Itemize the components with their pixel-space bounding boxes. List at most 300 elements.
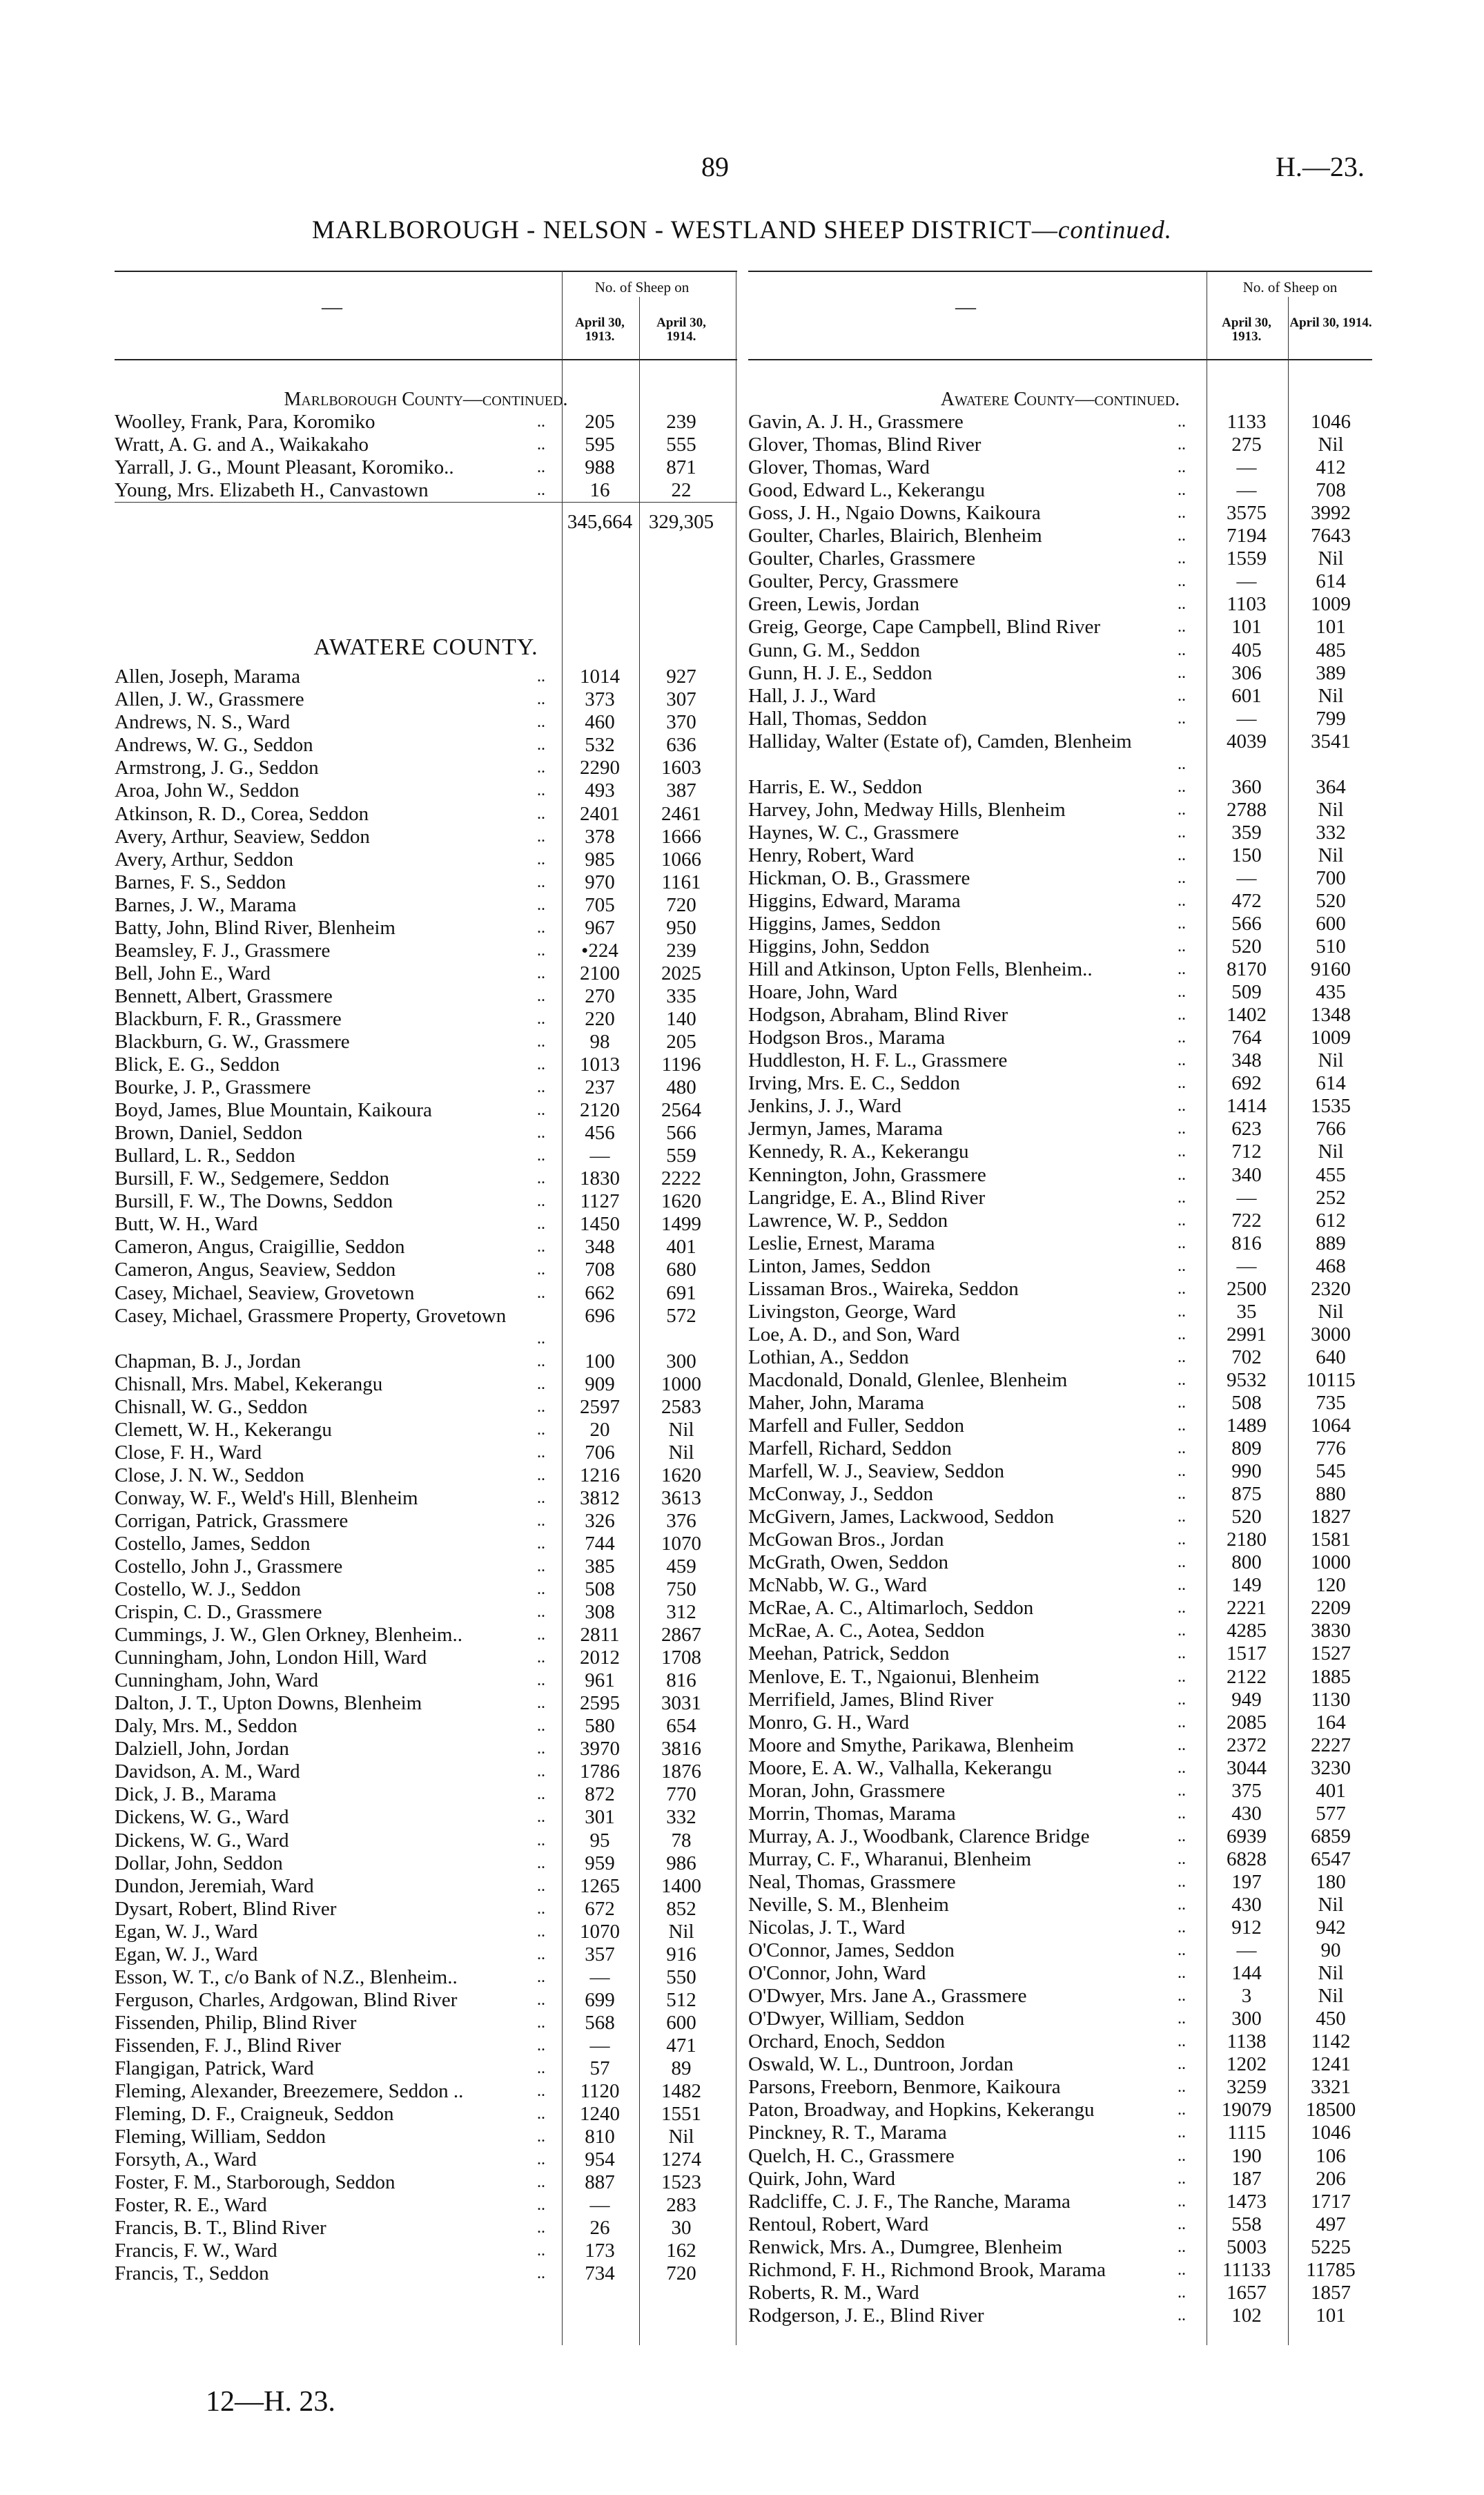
sheep-1913: 300 [1231, 2008, 1262, 2030]
owner-name: Marfell and Fuller, Seddon [748, 1415, 964, 1437]
sheep-1913: 985 [585, 848, 615, 871]
leader-dots: .. [537, 1009, 545, 1028]
sheep-1913: 1473 [1227, 2190, 1267, 2213]
sheep-1913: 3 [1241, 1985, 1252, 2008]
leader-dots: .. [1178, 2146, 1186, 2165]
sheep-1914: 1046 [1311, 411, 1351, 434]
sheep-1914: 10115 [1306, 1368, 1356, 1391]
sheep-1914: 1070 [661, 1532, 701, 1555]
sheep-1914: 497 [1316, 2213, 1346, 2235]
total-1914: 329,305 [648, 511, 714, 534]
sheep-1913: 98 [589, 1030, 610, 1053]
sheep-1913: 662 [585, 1281, 615, 1304]
table-row [748, 1871, 1372, 1894]
sheep-1914: 3230 [1311, 1756, 1351, 1779]
sheep-1914: 283 [666, 2194, 696, 2217]
leader-dots: .. [537, 2128, 545, 2146]
sheep-1913: — [1236, 570, 1257, 593]
owner-name: Lissaman Bros., Waireka, Seddon [748, 1277, 1019, 1300]
sheep-1914: 1046 [1311, 2122, 1351, 2144]
leader-dots: .. [537, 987, 545, 1005]
sheep-1913: •224 [581, 939, 618, 962]
owner-name: Hall, Thomas, Seddon [748, 707, 927, 730]
sheep-1913: 340 [1231, 1163, 1262, 1186]
sheep-1914: 1064 [1311, 1415, 1351, 1437]
table-row [115, 2194, 737, 2217]
sheep-1914: 101 [1316, 616, 1346, 639]
table-row [748, 1825, 1372, 1848]
sheep-1913: — [1236, 1939, 1257, 1962]
sheep-1914: 450 [1316, 2008, 1346, 2030]
sheep-1913: 2100 [580, 962, 620, 984]
owner-name: McNabb, W. G., Ward [748, 1574, 927, 1597]
table-row [115, 848, 737, 871]
owner-name: Chisnall, Mrs. Mabel, Kekerangu [115, 1372, 383, 1395]
owner-name: Wratt, A. G. and A., Waikakaho [115, 434, 369, 456]
sheep-1913: 988 [585, 456, 615, 479]
sheep-1914: 577 [1316, 1802, 1346, 1825]
sheep-1913: 2290 [580, 757, 620, 779]
leader-dots: .. [537, 1466, 545, 1484]
owner-name: Gunn, G. M., Seddon [748, 639, 920, 661]
leader-dots: .. [537, 964, 545, 982]
sheep-1913: 912 [1231, 1916, 1262, 1939]
sheep-1913: 150 [1231, 844, 1262, 866]
sheep-1913: 705 [585, 893, 615, 916]
sheep-1913: 35 [1236, 1300, 1257, 1323]
awatere-rows-right [748, 411, 1372, 2327]
owner-name: McGowan Bros., Jordan [748, 1528, 944, 1551]
leader-dots: .. [1178, 1097, 1186, 1116]
table-row [115, 1145, 737, 1167]
table-row [748, 1597, 1372, 1620]
right-table [748, 271, 1372, 2327]
sheep-1913: 456 [585, 1122, 615, 1145]
table-row [748, 1210, 1372, 1232]
table-row [115, 734, 737, 757]
leader-dots: .. [1178, 2078, 1186, 2097]
sheep-1914: 942 [1316, 1916, 1346, 1939]
leader-dots: .. [1178, 663, 1186, 682]
owner-name: Allen, J. W., Grassmere [115, 688, 304, 711]
owner-name: Huddleston, H. F. L., Grassmere [748, 1049, 1008, 1072]
table-row [115, 2262, 737, 2285]
sheep-1914: 572 [666, 1304, 696, 1327]
leader-dots: .. [1178, 1644, 1186, 1663]
owner-name: O'Dwyer, Mrs. Jane A., Grassmere [748, 1985, 1027, 2008]
owner-name: Quelch, H. C., Grassmere [748, 2144, 955, 2167]
sheep-1914: 545 [1316, 1460, 1346, 1483]
owner-name: Harvey, John, Medway Hills, Blenheim [748, 798, 1066, 821]
owner-name: Jenkins, J. J., Ward [748, 1095, 901, 1118]
owner-name: Close, J. N. W., Seddon [115, 1464, 304, 1486]
sheep-1914: 750 [666, 1578, 696, 1601]
table-row [115, 940, 737, 962]
sheep-1913: 601 [1231, 684, 1262, 707]
leader-dots: .. [537, 1238, 545, 1256]
leader-dots: .. [537, 713, 545, 732]
sheep-1914: 1000 [1311, 1551, 1351, 1574]
sheep-1914: 555 [666, 434, 696, 456]
owner-name: Cameron, Angus, Seaview, Seddon [115, 1259, 396, 1281]
sheep-1914: 510 [1316, 935, 1346, 958]
table-row [748, 2076, 1372, 2099]
sheep-1914: 1499 [661, 1213, 701, 1236]
leader-dots: .. [537, 1488, 545, 1507]
sheep-1914: 1274 [661, 2148, 701, 2171]
owner-name: Costello, James, Seddon [115, 1532, 311, 1555]
sheep-1914: 566 [666, 1122, 696, 1145]
title-suffix: continued. [1057, 216, 1173, 244]
owner-name: Bell, John E., Ward [115, 962, 271, 984]
table-row [748, 456, 1372, 479]
owner-name: Bennett, Albert, Grassmere [115, 984, 333, 1007]
table-row [115, 2171, 737, 2194]
leader-dots: .. [1178, 960, 1186, 979]
sheep-1913: 348 [1231, 1049, 1262, 1072]
sheep-1914: 370 [666, 711, 696, 734]
leader-dots: .. [1178, 1120, 1186, 1138]
sheep-1913: 378 [585, 825, 615, 848]
owner-name: Glover, Thomas, Blind River [748, 434, 982, 456]
table-row [748, 2122, 1372, 2144]
table-row [115, 894, 737, 917]
owner-name: Quirk, John, Ward [748, 2167, 895, 2190]
leader-dots: .. [537, 1032, 545, 1051]
leader-dots: .. [537, 1397, 545, 1416]
leader-dots: .. [1178, 983, 1186, 1002]
sheep-1914: 2461 [661, 802, 701, 825]
sheep-1914: 1708 [661, 1647, 701, 1669]
sheep-1914: 3321 [1311, 2076, 1351, 2099]
owner-name: McRae, A. C., Altimarloch, Seddon [748, 1597, 1034, 1620]
sheep-1913: 1070 [580, 1920, 620, 1943]
sheep-1914: Nil [1318, 1962, 1344, 1985]
leader-dots: .. [537, 1649, 545, 1667]
owner-name: Kennington, John, Grassmere [748, 1163, 986, 1186]
owner-name: Goss, J. H., Ngaio Downs, Kaikoura [748, 502, 1041, 525]
sheep-1913: 3970 [580, 1738, 620, 1760]
sheep-1913: 954 [585, 2148, 615, 2171]
sheep-1913: 4039 [1227, 730, 1267, 753]
leader-dots: .. [1178, 1393, 1186, 1412]
leader-dots: .. [537, 1283, 545, 1302]
sheep-1914: 816 [666, 1669, 696, 1692]
owner-name: Monro, G. H., Ward [748, 1711, 910, 1734]
leader-dots: .. [537, 1375, 545, 1393]
table-row [115, 1464, 737, 1487]
sheep-1914: 401 [1316, 1779, 1346, 1802]
owner-name: Clemett, W. H., Kekerangu [115, 1418, 332, 1441]
sheep-1913: 696 [585, 1304, 615, 1327]
total-row [115, 502, 737, 544]
sheep-1913: 301 [585, 1806, 615, 1829]
table-row [115, 1943, 737, 1966]
leader-dots: .. [537, 1763, 545, 1781]
sheep-1914: 1241 [1311, 2053, 1351, 2076]
table-row [748, 913, 1372, 935]
sheep-1913: 520 [1231, 935, 1262, 958]
table-row [748, 616, 1372, 639]
leader-dots: .. [537, 1078, 545, 1097]
table-row [748, 1620, 1372, 1642]
leader-dots: .. [1178, 1143, 1186, 1161]
owner-name: Maher, John, Marama [748, 1391, 924, 1414]
sheep-1913: 568 [585, 2011, 615, 2034]
leader-dots: .. [1178, 1781, 1186, 1800]
leader-dots: .. [537, 1215, 545, 1234]
table-row [115, 1829, 737, 1852]
sheep-1913: 11133 [1222, 2258, 1271, 2281]
owner-name: Goulter, Percy, Grassmere [748, 570, 959, 593]
sheep-1914: 612 [1316, 1209, 1346, 1232]
table-row [115, 1510, 737, 1533]
leader-dots: .. [1178, 504, 1186, 523]
sheep-1913: 990 [1231, 1460, 1262, 1483]
owner-name: Yarrall, J. G., Mount Pleasant, Koromiko.. [115, 456, 454, 479]
owner-name: Chapman, B. J., Jordan [115, 1350, 301, 1372]
sheep-1914: 916 [666, 1943, 696, 1965]
sheep-1913: 961 [585, 1669, 615, 1692]
owner-name: Livingston, George, Ward [748, 1300, 957, 1323]
owner-name: Barnes, J. W., Marama [115, 893, 297, 916]
sheep-1914: 459 [666, 1555, 696, 1577]
sheep-1913: 1450 [580, 1213, 620, 1236]
sheep-1914: 1620 [661, 1464, 701, 1486]
table-row [115, 1213, 737, 1236]
sheep-1914: 1666 [661, 825, 701, 848]
sheep-1913: 326 [585, 1509, 615, 1532]
owner-name: Higgins, John, Seddon [748, 935, 930, 958]
sheep-1913: 275 [1231, 434, 1262, 456]
owner-name: Blackburn, F. R., Grassmere [115, 1007, 342, 1030]
table-row [748, 1689, 1372, 1711]
table-row [115, 757, 737, 779]
table-row [115, 1099, 737, 1122]
table-row [748, 2168, 1372, 2191]
leader-dots: .. [1178, 1758, 1186, 1777]
sheep-1914: Nil [668, 1418, 694, 1441]
sheep-1913: 3575 [1227, 502, 1267, 525]
leader-dots: .. [537, 1420, 545, 1439]
section-heading: Awatere County—continued. [940, 389, 1180, 410]
sheep-1913: 1202 [1227, 2053, 1267, 2076]
owner-name: Armstrong, J. G., Seddon [115, 757, 319, 779]
leader-dots: .. [1178, 709, 1186, 728]
sheep-1914: 89 [671, 2057, 692, 2079]
sheep-1914: 2320 [1311, 1277, 1351, 1300]
sheep-1913: 1138 [1227, 2030, 1267, 2053]
leader-dots: .. [1178, 1531, 1186, 1549]
leader-dots: .. [1178, 1622, 1186, 1640]
sheep-1913: 872 [585, 1783, 615, 1806]
sheep-1913: 2122 [1227, 1665, 1267, 1688]
leader-dots: .. [537, 413, 545, 431]
leader-dots: .. [537, 1603, 545, 1622]
sheep-1913: 887 [585, 2171, 615, 2194]
leader-dots: .. [1178, 1804, 1186, 1823]
leader-dots: .. [1178, 846, 1186, 864]
owner-name: Esson, W. T., c/o Bank of N.Z., Blenheim.. [115, 1965, 458, 1988]
leader-dots: .. [537, 759, 545, 777]
table-row [748, 593, 1372, 616]
owner-name: Hill and Atkinson, Upton Fells, Blenheim.. [748, 958, 1093, 981]
owner-name: Bullard, L. R., Seddon [115, 1145, 295, 1167]
leader-dots: .. [1178, 1348, 1186, 1366]
sheep-1914: 2222 [661, 1167, 701, 1190]
owner-name: Bursill, F. W., The Downs, Seddon [115, 1190, 393, 1213]
table-row [115, 2240, 737, 2262]
owner-name: Blick, E. G., Seddon [115, 1054, 280, 1076]
leader-dots: .. [537, 827, 545, 846]
sheep-1914: 600 [1316, 912, 1346, 935]
sheep-1914: 206 [1316, 2167, 1346, 2190]
sheep-1914: 950 [666, 916, 696, 939]
owner-name: Green, Lewis, Jordan [748, 593, 920, 616]
owner-name: Dickens, W. G., Ward [115, 1829, 289, 1852]
sheep-1914: 1482 [661, 2080, 701, 2103]
sheep-1913: 566 [1231, 912, 1262, 935]
sheep-1913: 970 [585, 871, 615, 893]
sheep-1914: 640 [1316, 1346, 1346, 1368]
owner-name: Linton, James, Seddon [748, 1254, 931, 1277]
page-number: 89 [701, 151, 729, 182]
sheep-1914: 680 [666, 1259, 696, 1281]
owner-name: Dalziell, John, Jordan [115, 1738, 289, 1760]
owner-name: Roberts, R. M., Ward [748, 2281, 919, 2304]
table-row [115, 1555, 737, 1578]
sheep-1913: 595 [585, 434, 615, 456]
leader-dots: .. [1178, 527, 1186, 545]
owner-name: Andrews, W. G., Seddon [115, 734, 313, 757]
sheep-1913: 2401 [580, 802, 620, 825]
leader-dots: .. [537, 1945, 545, 1963]
sheep-1913: 967 [585, 916, 615, 939]
sheep-1913: 1103 [1227, 593, 1267, 616]
sheep-1913: 706 [585, 1441, 615, 1464]
sheep-1914: 1551 [661, 2103, 701, 2126]
sheep-1914: 6859 [1311, 1825, 1351, 1847]
leader-dots: .. [1178, 1256, 1186, 1275]
leader-dots: .. [1178, 1325, 1186, 1343]
leader-dots: .. [1178, 1690, 1186, 1709]
sheep-1914: 654 [666, 1715, 696, 1738]
leader-dots: .. [1178, 938, 1186, 956]
sheep-1913: 8170 [1227, 958, 1267, 981]
leader-dots: .. [1178, 413, 1186, 431]
leader-dots: .. [537, 1876, 545, 1895]
header-year-1913: April 30, 1913. [575, 315, 625, 344]
leader-dots: .. [1178, 2032, 1186, 2051]
sheep-1914: Nil [1318, 1894, 1344, 1916]
sheep-1914: 252 [1316, 1186, 1346, 1209]
owner-name: McGivern, James, Lackwood, Seddon [748, 1506, 1054, 1528]
leader-dots: .. [537, 2173, 545, 2192]
owner-name: Glover, Thomas, Ward [748, 456, 930, 479]
owner-name: Flangigan, Patrick, Ward [115, 2057, 314, 2079]
leader-dots: .. [537, 1557, 545, 1575]
table-row [748, 2145, 1372, 2168]
sheep-1914: 889 [1316, 1232, 1346, 1254]
sheep-1913: 385 [585, 1555, 615, 1577]
sheep-1914: 3541 [1311, 730, 1351, 753]
leader-dots: .. [537, 1968, 545, 1986]
leader-dots: .. [1178, 891, 1186, 910]
sheep-1913: 5003 [1227, 2235, 1267, 2258]
sheep-1913: 100 [585, 1350, 615, 1372]
sheep-1913: 1013 [580, 1054, 620, 1076]
sheep-1913: 508 [1231, 1391, 1262, 1414]
sheep-1913: 95 [589, 1829, 610, 1852]
sheep-1914: 880 [1316, 1483, 1346, 1506]
table-row [748, 2213, 1372, 2236]
table-row [115, 803, 737, 826]
leader-dots: .. [1178, 1941, 1186, 1960]
sheep-1913: 909 [585, 1372, 615, 1395]
owner-name: Langridge, E. A., Blind River [748, 1186, 986, 1209]
owner-name: Marfell, Richard, Seddon [748, 1437, 952, 1460]
table-row [748, 1642, 1372, 1665]
leader-dots: .. [1178, 2010, 1186, 2028]
owner-name: Higgins, James, Seddon [748, 912, 941, 935]
table-row [748, 1323, 1372, 1346]
sheep-1914: 799 [1316, 707, 1346, 730]
table-row [748, 890, 1372, 913]
sheep-1914: Nil [668, 1441, 694, 1464]
sheep-1913: 2788 [1227, 798, 1267, 821]
owner-name: Renwick, Mrs. A., Dumgree, Blenheim [748, 2235, 1063, 2258]
sheep-1913: 173 [585, 2240, 615, 2262]
table-row [115, 1373, 737, 1396]
leader-dots: .. [537, 941, 545, 960]
owner-name: Oswald, W. L., Duntroon, Jordan [748, 2053, 1014, 2076]
sheep-1913: 692 [1231, 1072, 1262, 1095]
sheep-1913: 237 [585, 1076, 615, 1099]
table-row [748, 1803, 1372, 1825]
table-row [115, 2035, 737, 2057]
leader-dots: .. [537, 1443, 545, 1462]
leader-dots: .. [537, 2219, 545, 2237]
table-row [115, 1008, 737, 1031]
leader-dots: .. [1178, 550, 1186, 568]
owner-name: Harris, E. W., Seddon [748, 775, 923, 798]
sheep-1913: 1240 [580, 2103, 620, 2126]
owner-name: Aroa, John W., Seddon [115, 779, 300, 802]
owner-name: Richmond, F. H., Richmond Brook, Marama [748, 2258, 1106, 2281]
owner-name: McConway, J., Seddon [748, 1483, 933, 1506]
sheep-1914: 300 [666, 1350, 696, 1372]
table-row [748, 662, 1372, 685]
table-row [748, 1962, 1372, 1985]
table-row [748, 434, 1372, 456]
leader-dots: .. [1178, 1736, 1186, 1754]
sheep-1913: 405 [1231, 639, 1262, 661]
sheep-1913: 4285 [1227, 1620, 1267, 1642]
table-row [115, 1783, 737, 1806]
table-row [115, 1259, 737, 1281]
leader-dots: .. [537, 1922, 545, 1941]
sheep-1914: 520 [1316, 889, 1346, 912]
leader-dots: .. [537, 1717, 545, 1736]
sheep-1913: 2012 [580, 1647, 620, 1669]
sheep-1913: 734 [585, 2262, 615, 2285]
table-row [115, 1305, 737, 1350]
owner-name: Orchard, Enoch, Seddon [748, 2030, 946, 2053]
sheep-1914: 106 [1316, 2144, 1346, 2167]
sheep-1914: 3830 [1311, 1620, 1351, 1642]
table-row [748, 685, 1372, 708]
sheep-1914: 6547 [1311, 1847, 1351, 1870]
